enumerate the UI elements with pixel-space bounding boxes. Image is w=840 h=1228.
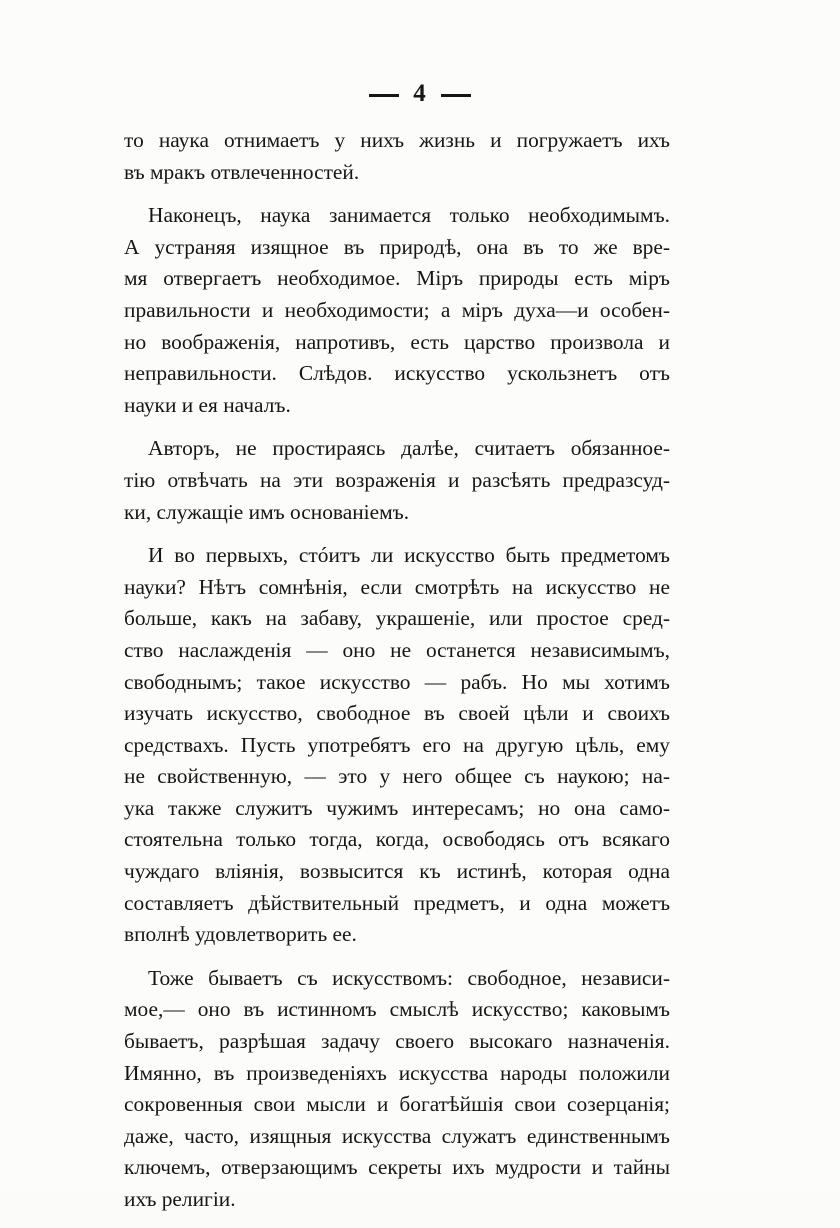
text-line: изучать искусство, свободное въ своей цѣли и своихъ	[124, 701, 670, 726]
paragraph	[124, 540, 670, 951]
text-line: составляетъ дѣйствительный предметъ, и одна можетъ	[124, 890, 670, 915]
text-line: больше, какъ на забаву, украшеніе, или простое сред-	[124, 606, 670, 631]
text-line: науки? Нѣтъ сомнѣнія, если смотрѣть на искусство не	[124, 574, 670, 599]
text-line: правильности и необходимости; а міръ духа—и особен-	[124, 297, 670, 322]
text-line: то наука отнимаетъ у нихъ жизнь и погружаетъ ихъ	[124, 128, 670, 152]
text-line: Авторъ, не простираясь далѣе, считаетъ обязанное-	[148, 436, 670, 461]
text-line: И во первыхъ, стóитъ ли искусство быть предметомъ	[148, 543, 670, 568]
text-line: ихъ религіи.	[124, 1187, 236, 1211]
text-line: бываетъ, разрѣшая задачу своего высокаго назначенія.	[124, 1029, 670, 1054]
text-line: Тоже бываетъ съ искусствомъ: свободное, независи-	[148, 965, 670, 990]
text-line: мое,— оно въ истинномъ смыслѣ искусство; каковымъ	[124, 997, 670, 1022]
body-text	[124, 125, 670, 1228]
text-line: Наконецъ, наука занимается только необходимымъ.	[148, 203, 670, 228]
page-number-header	[0, 80, 840, 108]
text-line: ука также служитъ чужимъ интересамъ; но она само-	[124, 795, 670, 820]
left-dash	[369, 94, 399, 97]
page-number: 4	[413, 80, 427, 107]
text-line: вполнѣ удовлетворить ее.	[124, 922, 357, 947]
text-line: мя отвергаетъ необходимое. Міръ природы есть міръ	[124, 266, 670, 291]
text-line: ство наслажденія — оно не останется независимымъ,	[124, 637, 670, 662]
text-line: но воображенія, напротивъ, есть царство произвола и	[124, 329, 670, 354]
text-line: свободнымъ; такое искусство — рабъ. Но мы хотимъ	[124, 669, 670, 694]
text-line: сокровенныя свои мысли и богатѣйшія свои созерцанія;	[124, 1092, 670, 1117]
paragraph	[124, 200, 670, 421]
text-line: Имянно, въ произведеніяхъ искусства народы положили	[124, 1060, 670, 1085]
text-line: не свойственную, — это у него общее съ наукою; на-	[124, 764, 670, 789]
text-line: ки, служащіе имъ основаніемъ.	[124, 499, 410, 524]
text-line: чуждаго вліянія, возвысится къ истинѣ, которая одна	[124, 859, 670, 884]
text-line: даже, часто, изящныя искусства служатъ единственнымъ	[124, 1123, 670, 1148]
text-line: стоятельна только тогда, когда, освободясь отъ всякаго	[124, 827, 670, 852]
text-line: А устраняя изящное въ природѣ, она въ то же вре-	[124, 234, 670, 259]
text-line: средствахъ. Пусть употребятъ его на другую цѣль, ему	[124, 732, 670, 757]
text-line: ключемъ, отверзающимъ секреты ихъ мудрости и тайны	[124, 1155, 670, 1180]
paragraph	[124, 963, 670, 1216]
text-line: неправильности. Слѣдов. искусство ускользнетъ отъ	[124, 361, 670, 386]
paragraph	[124, 433, 670, 528]
text-line: науки и ея началъ.	[124, 392, 291, 417]
right-dash	[441, 94, 471, 97]
text-line: тію отвѣчать на эти возраженія и разсѣять предразсуд-	[124, 467, 670, 492]
paragraph	[124, 125, 670, 188]
text-line: въ мракъ отвлеченностей.	[124, 159, 360, 184]
